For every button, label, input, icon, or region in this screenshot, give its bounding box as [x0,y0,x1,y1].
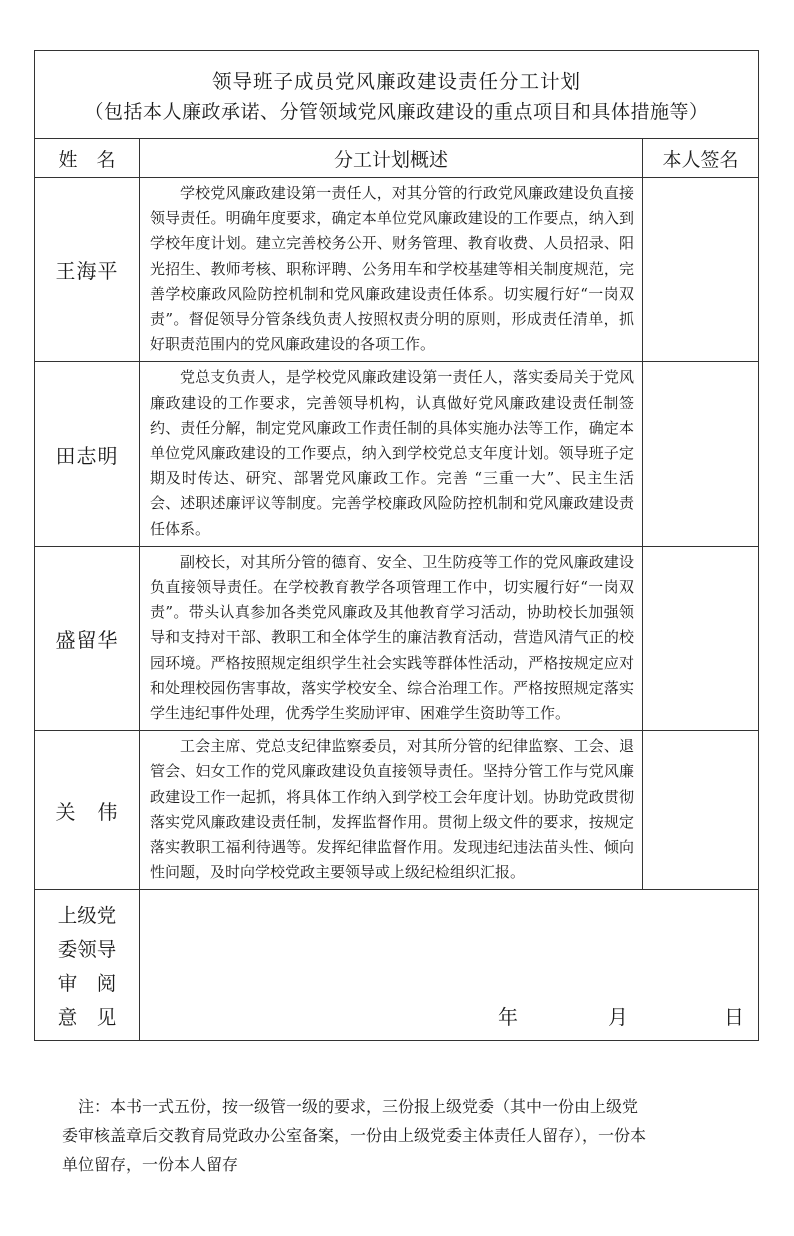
responsibility-plan-table [34,50,759,1041]
member-signature-cell[interactable] [643,362,759,546]
member-signature-cell[interactable] [643,546,759,730]
title-row [35,51,759,139]
date-month-label: 月 [608,1005,629,1030]
member-description: 党总支负责人，是学校党风廉政建设第一责任人，落实委局关于党风廉政建设的工作要求，完善领导机构，认真做好党风廉政建设责任制签约、责任分解，制定党风廉政工作责任制的具体实施办法等工作，确定本单位党风廉政建设的工作要点，纳入到学校党总支年度计划。领导班子定期及时传达、研究、部署党风廉政工作。完善 “三重一大”、民主生活会、述职述廉评议等制度。完善学校廉政风险防控机制和党风廉政建设责任体系。 [150,368,634,538]
member-description: 学校党风廉政建设第一责任人，对其分管的行政党风廉政建设负直接领导责任。明确年度要求，确定本单位党风廉政建设的工作要点，纳入到学校年度计划。建立完善校务公开、财务管理、教育收费、人员招录、阳光招生、教师考核、职称评聘、公务用车和学校基建等相关制度规范，完善学校廉政风险防控机制和党风廉政建设责任体系。切实履行好“一岗双责”。督促领导分管条线负责人按照权责分明的原则，形成责任清单，抓好职责范围内的党风廉政建设的各项工作。 [150,184,634,354]
member-row [35,178,759,362]
member-signature-cell[interactable] [643,731,759,890]
header-row [35,139,759,178]
member-row [35,546,759,730]
member-row [35,362,759,546]
footnote-line: 注：本书一式五份，按一级管一级的要求，三份报上级党委（其中一份由上级党 [78,1097,639,1116]
title-cell [35,51,759,139]
footnote [62,1092,762,1179]
member-description: 工会主席、党总支纪律监察委员，对其所分管的纪律监察、工会、退管会、妇女工作的党风廉政建设负直接领导责任。坚持分管工作与党风廉政建设工作一起抓，将具体工作纳入到学校工会年度计划。协助党政贯彻落实党风廉政建设责任制，发挥监督作用。贯彻上级文件的要求，按规定落实教职工福利待遇等。发挥纪律监督作用。发现违纪违法苗头性、倾向性问题，及时向学校党政主要领导或上级纪检组织汇报。 [150,737,634,882]
document-title: 领导班子成员党风廉政建设责任分工计划 [212,69,582,93]
member-description-cell [140,731,643,890]
footnote-line: 单位留存，一份本人留存 [62,1155,239,1174]
member-description: 副校长，对其所分管的德育、安全、卫生防疫等工作的党风廉政建设负直接领导责任。在学校教育教学各项管理工作中，切实履行好“一岗双责”。带头认真参加各类党风廉政及其他教育学习活动，协助校长加强领导和支持对干部、教职工和全体学生的廉洁教育活动，营造风清气正的校园环境。严格按照规定组织学生社会实践等群体性活动，严格按规定应对和处理校园伤害事故，落实学校安全、综合治理工作。严格按照规定落实学生违纪事件处理，优秀学生奖励评审、困难学生资助等工作。 [150,552,634,723]
member-name: 王海平 [35,178,140,362]
header-summary: 分工计划概述 [140,139,643,178]
review-label-line: 上级党 [57,904,117,928]
member-row [35,731,759,890]
date-day-label: 日 [724,1005,745,1030]
review-label-cell [35,890,140,1041]
document-subtitle: （包括本人廉政承诺、分管领域党风廉政建设的重点项目和具体措施等） [84,100,709,123]
review-row [35,890,759,1041]
member-description-cell [140,178,643,362]
header-signature: 本人签名 [643,139,759,178]
footnote-line: 委审核盖章后交教育局党政办公室备案，一份由上级党委主体责任人留存），一份本 [62,1126,647,1145]
header-name: 姓 名 [35,139,140,178]
member-description-cell [140,546,643,730]
review-label-line: 审 阅 [57,972,117,996]
member-signature-cell[interactable] [643,178,759,362]
member-name: 关 伟 [35,731,140,890]
member-name: 田志明 [35,362,140,546]
review-label-line: 意 见 [57,1006,117,1030]
review-label-line: 委领导 [57,938,117,962]
review-opinion-cell[interactable] [140,890,759,1041]
member-description-cell [140,362,643,546]
member-name: 盛留华 [35,546,140,730]
date-year-label: 年 [498,1005,519,1030]
review-date [498,1001,744,1030]
